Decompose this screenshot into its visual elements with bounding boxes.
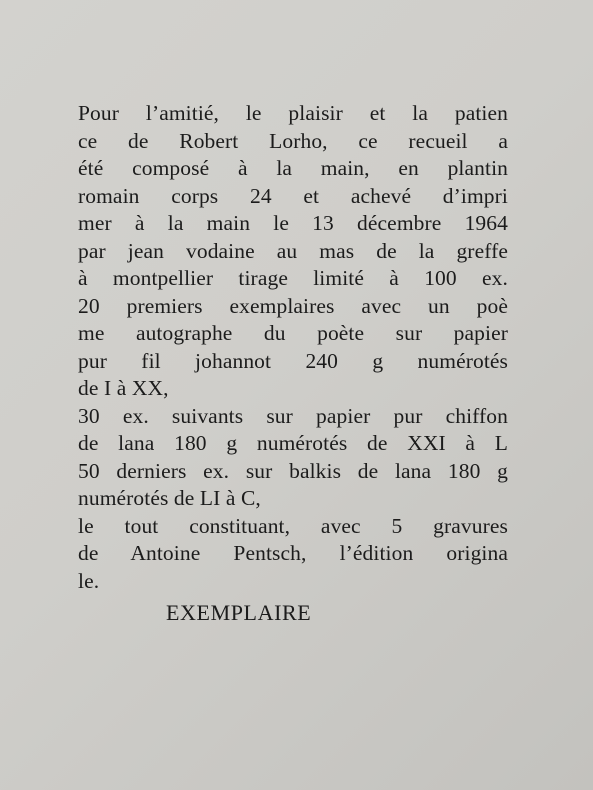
- colophon-line-6: par jean vodaine au mas de la greffe: [78, 238, 508, 263]
- colophon-line-1: Pour l’amitié, le plaisir et la patien: [78, 101, 508, 125]
- colophon-line-18: le.: [78, 568, 100, 593]
- colophon-line-13: de lana 180 g numérotés de XXI à L: [78, 431, 508, 455]
- exemplaire-heading: EXEMPLAIRE: [166, 600, 312, 625]
- colophon-line-16: le tout constituant, avec 5 gravures: [78, 513, 508, 538]
- colophon-line-5: mer à la main le 13 décembre 1964: [78, 211, 508, 235]
- colophon-line-9: me autographe du poète sur papier: [78, 321, 508, 345]
- colophon-line-11: de I à XX,: [78, 376, 169, 400]
- colophon-line-15: numérotés de LI à C,: [78, 486, 261, 510]
- colophon-text: [78, 100, 508, 595]
- colophon-line-17: de Antoine Pentsch, l’édition origina: [78, 541, 508, 565]
- colophon-line-12: 30 ex. suivants sur papier pur chiffon: [78, 403, 508, 428]
- colophon-line-14: 50 derniers ex. sur balkis de lana 180 g: [78, 458, 508, 483]
- colophon-line-10: pur fil johannot 240 g numérotés: [78, 348, 508, 373]
- colophon-line-8: 20 premiers exemplaires avec un poè: [78, 293, 508, 318]
- colophon-line-2: ce de Robert Lorho, ce recueil a: [78, 128, 508, 153]
- colophon-line-4: romain corps 24 et achevé d’impri: [78, 183, 508, 208]
- colophon-line-3: été composé à la main, en plantin: [78, 156, 508, 180]
- colophon-line-7: à montpellier tirage limité à 100 ex.: [78, 266, 508, 290]
